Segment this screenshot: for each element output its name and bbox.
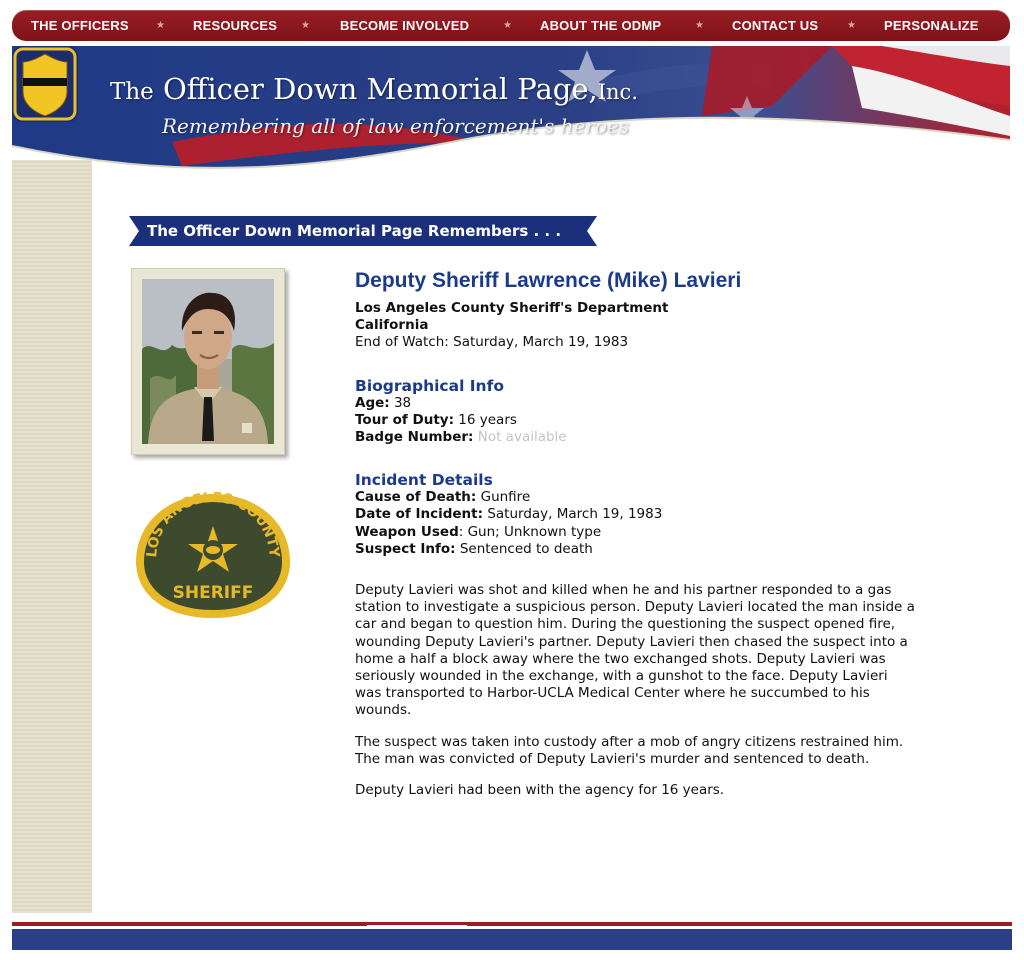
- cause-label: Cause of Death:: [355, 489, 477, 506]
- incident-suspect: [355, 541, 915, 558]
- officer-photo-frame: [131, 268, 285, 455]
- la-county-sheriff-patch-icon: [134, 492, 292, 620]
- bio-age: [355, 395, 915, 412]
- patch-top-text: LOS ANGELES COUNTY: [144, 492, 282, 559]
- weapon-label: Weapon Used: [355, 523, 459, 540]
- site-title-main: Officer Down Memorial Page,: [162, 72, 598, 106]
- incident-cause: [355, 489, 915, 506]
- nav-personalize[interactable]: PERSONALIZE: [884, 18, 979, 33]
- site-title: [110, 72, 638, 106]
- age-value: 38: [393, 394, 412, 411]
- date-value: Saturday, March 19, 1983: [487, 506, 663, 523]
- officer-agency: Los Angeles County Sheriff's Department: [355, 300, 669, 316]
- footer-bar: [12, 922, 1012, 950]
- narrative-paragraph: Deputy Lavieri had been with the agency for 16 years.: [355, 782, 725, 799]
- nav-contact-us[interactable]: CONTACT US: [732, 18, 819, 33]
- header-banner: [12, 46, 1010, 192]
- remembers-heading: The Officer Down Memorial Page Remembers . . .: [147, 222, 562, 240]
- bio-tour-of-duty: [355, 412, 915, 429]
- odmp-badge-logo-icon: [12, 46, 78, 122]
- cause-value: Gunfire: [480, 489, 531, 506]
- remembers-banner: [129, 216, 597, 246]
- bio-badge-number: [355, 429, 915, 446]
- suspect-label: Suspect Info:: [355, 540, 456, 557]
- incident-details-heading: Incident Details: [355, 471, 493, 490]
- tour-value: 16 years: [458, 411, 517, 428]
- incident-date: [355, 506, 915, 523]
- nav-become-involved[interactable]: BECOME INVOLVED: [340, 18, 470, 33]
- nav-about-the-odmp[interactable]: ABOUT THE ODMP: [540, 18, 662, 33]
- incident-weapon: [355, 524, 915, 541]
- star-separator-icon: ★: [301, 20, 310, 31]
- weapon-value: : Gun; Unknown type: [458, 523, 602, 540]
- narrative-paragraph: The suspect was taken into custody after a mob of angry citizens restrained him. The man was convicted of Deputy Lavieri's murder and sentenced to death.: [355, 733, 904, 767]
- officer-photo: [142, 279, 274, 444]
- badge-label: Badge Number:: [355, 429, 474, 446]
- suspect-value: Sentenced to death: [459, 540, 593, 557]
- site-title-inc: Inc.: [597, 80, 638, 104]
- end-of-watch: End of Watch: Saturday, March 19, 1983: [355, 334, 629, 351]
- nav-resources[interactable]: RESOURCES: [193, 18, 278, 33]
- biographical-info-heading: Biographical Info: [355, 376, 504, 395]
- site-tagline: Remembering all of law enforcement's heroes: [162, 114, 629, 138]
- top-navigation: [12, 10, 1010, 41]
- narrative-paragraph: Deputy Lavieri was shot and killed when he and his partner responded to a gas station to investigate a suspicious person. Deputy Lavieri located the man inside a car and began to question him. During the questioning the suspect opened fire, wounding Deputy Lavieri's partner. Deputy Lavieri then chased the suspect into a home a half a block away where the two exchanged shots. Deputy Lavieri was seriously wounded in the exchange, with a gunshot to the face. Deputy Lavieri was transported to Harbor-UCLA Medical Center where he succumbed to his wounds.: [355, 582, 915, 719]
- left-sidebar-stripe: [12, 160, 92, 913]
- star-separator-icon: ★: [695, 20, 704, 31]
- age-label: Age:: [355, 394, 390, 411]
- officer-name: Deputy Sheriff Lawrence (Mike) Lavieri: [355, 269, 742, 292]
- officer-portrait-icon: [142, 279, 274, 444]
- site-title-the: The: [110, 79, 154, 105]
- nav-the-officers[interactable]: THE OFFICERS: [31, 18, 129, 33]
- star-separator-icon: ★: [503, 20, 512, 31]
- date-label: Date of Incident:: [355, 506, 484, 523]
- patch-bottom-text: SHERIFF: [172, 583, 254, 603]
- badge-value: Not available: [477, 429, 567, 446]
- tour-label: Tour of Duty:: [355, 411, 454, 428]
- star-separator-icon: ★: [156, 20, 165, 31]
- officer-state: California: [355, 317, 429, 334]
- star-separator-icon: ★: [847, 20, 856, 31]
- officer-content: [355, 268, 915, 799]
